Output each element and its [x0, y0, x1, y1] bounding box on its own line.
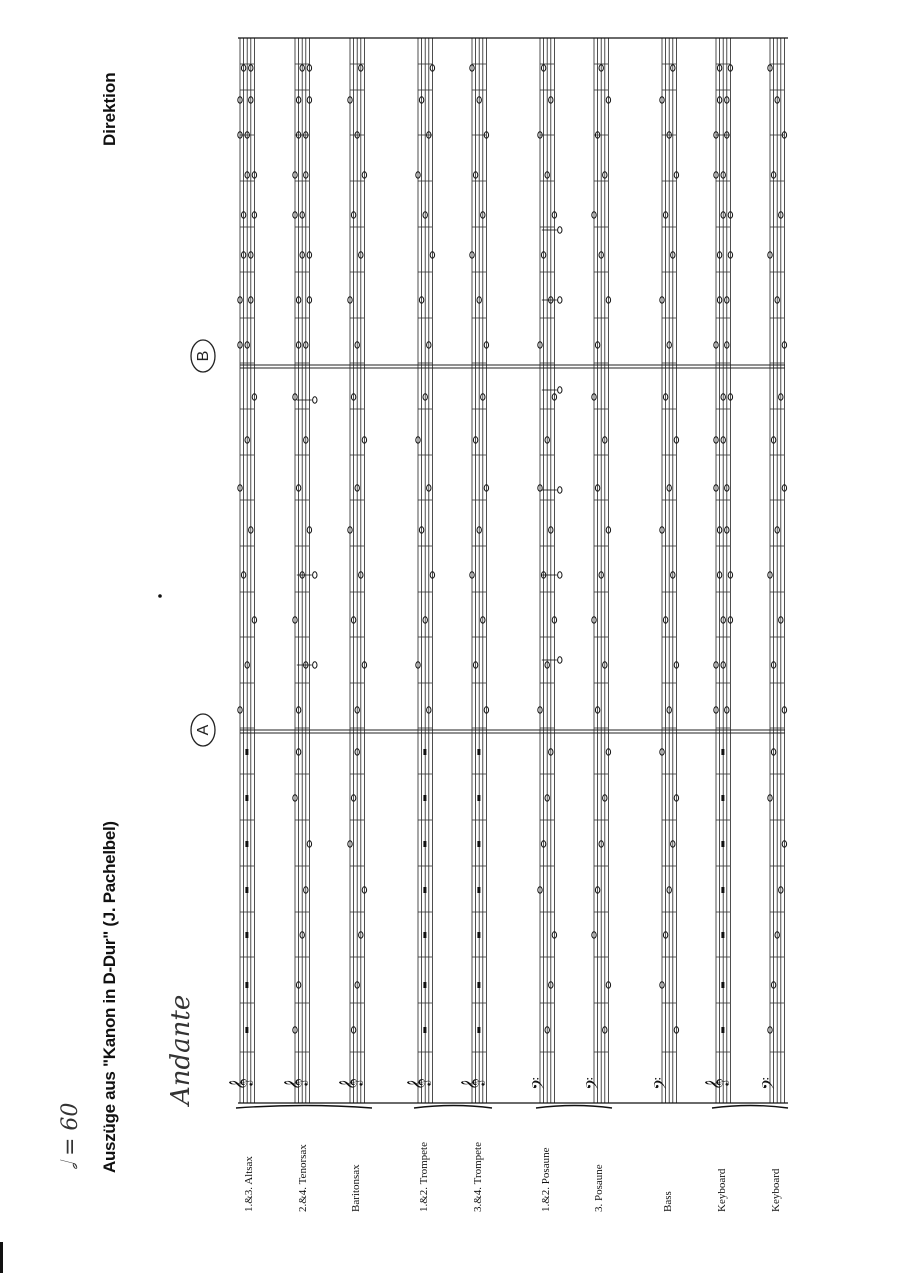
half-note	[558, 387, 562, 393]
instrument-label: 3. Posaune	[593, 1164, 605, 1212]
treble-clef-icon: 𝄞	[338, 1078, 362, 1090]
whole-rest	[245, 841, 248, 847]
staff	[758, 38, 784, 1103]
instrument-label: Keyboard	[770, 1168, 782, 1212]
instrument-label: Keyboard	[716, 1168, 728, 1212]
treble-clef-icon: 𝄞	[228, 1078, 252, 1090]
staff	[582, 38, 608, 1103]
whole-rest	[721, 795, 724, 801]
whole-rest	[423, 1027, 426, 1033]
bass-clef-icon: 𝄢	[650, 1077, 674, 1090]
whole-rest	[721, 841, 724, 847]
instrument-label: 2.&4. Tenorsax	[297, 1144, 309, 1212]
whole-rest	[423, 932, 426, 938]
rehearsal-mark-b	[191, 340, 215, 372]
half-note	[558, 487, 562, 493]
half-note	[558, 657, 562, 663]
whole-rest	[477, 887, 480, 893]
whole-rest	[423, 887, 426, 893]
treble-clef-icon: 𝄞	[406, 1078, 430, 1090]
staff	[228, 38, 254, 1103]
whole-rest	[245, 932, 248, 938]
whole-rest	[721, 982, 724, 988]
staff	[283, 38, 309, 1103]
staff	[406, 38, 432, 1103]
bass-clef-icon: 𝄢	[528, 1077, 552, 1090]
whole-rest	[477, 932, 480, 938]
score-type-label: Direktion	[100, 72, 119, 146]
instrument-label: 1.&2. Posaune	[540, 1147, 552, 1212]
treble-clef-icon: 𝄞	[704, 1078, 728, 1090]
bracket	[712, 1106, 788, 1109]
staff	[528, 38, 554, 1103]
edge-mark	[0, 1242, 3, 1273]
staff	[650, 38, 676, 1103]
whole-rest	[423, 982, 426, 988]
tempo-word: Andante	[166, 994, 196, 1105]
rehearsal-letter: A	[195, 724, 212, 736]
whole-rest	[477, 982, 480, 988]
whole-rest	[245, 982, 248, 988]
staff	[704, 38, 730, 1103]
staff	[338, 38, 364, 1103]
bracket	[414, 1106, 492, 1109]
rehearsal-mark-a	[191, 714, 215, 746]
instrument-label: 1.&3. Altsax	[243, 1156, 255, 1212]
staff	[460, 38, 486, 1103]
tempo-marking: 𝅗𝅥 = 60	[58, 1102, 83, 1170]
whole-rest	[477, 1027, 480, 1033]
bracket	[236, 1106, 372, 1109]
whole-rest	[245, 749, 248, 755]
bracket	[536, 1106, 612, 1109]
half-note	[313, 397, 317, 403]
instrument-label: Bass	[662, 1191, 674, 1212]
treble-clef-icon: 𝄞	[283, 1078, 307, 1090]
whole-rest	[477, 795, 480, 801]
whole-rest	[423, 841, 426, 847]
instrument-label: 1.&2. Trompete	[418, 1142, 430, 1212]
bass-clef-icon: 𝄢	[582, 1077, 606, 1090]
whole-rest	[721, 887, 724, 893]
whole-rest	[423, 749, 426, 755]
whole-rest	[245, 795, 248, 801]
half-note	[313, 572, 317, 578]
whole-rest	[721, 932, 724, 938]
whole-rest	[477, 749, 480, 755]
half-note	[313, 662, 317, 668]
bass-clef-icon: 𝄢	[758, 1077, 782, 1090]
whole-rest	[245, 1027, 248, 1033]
half-note	[558, 572, 562, 578]
treble-clef-icon: 𝄞	[460, 1078, 484, 1090]
instrument-label: Baritonsax	[350, 1164, 362, 1212]
whole-rest	[245, 887, 248, 893]
rehearsal-letter: B	[195, 350, 212, 362]
whole-rest	[477, 841, 480, 847]
half-note	[558, 227, 562, 233]
whole-rest	[721, 749, 724, 755]
whole-rest	[423, 795, 426, 801]
half-note	[558, 297, 562, 303]
page-title: Auszüge aus "Kanon in D-Dur" (J. Pachelbel)	[100, 821, 119, 1173]
instrument-label: 3.&4. Trompete	[472, 1142, 484, 1212]
whole-rest	[721, 1027, 724, 1033]
stray-mark	[158, 594, 162, 598]
